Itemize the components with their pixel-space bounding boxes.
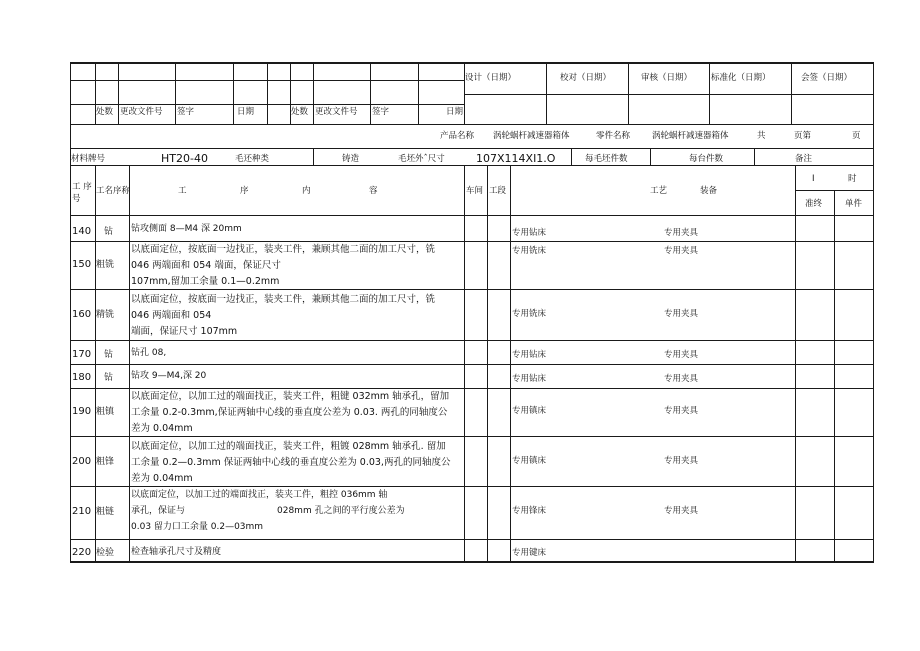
op-machine: 专用锋床 xyxy=(512,506,547,516)
op-content xyxy=(131,439,450,487)
op-machine: 专用钻床 xyxy=(512,374,547,384)
op-name-header: 工名序称 xyxy=(96,186,131,196)
rev-col xyxy=(709,62,710,124)
op-machine: 专用铣床 xyxy=(512,246,547,256)
rule-row-160 xyxy=(70,340,874,341)
blank-type-value: 铸造 xyxy=(342,154,360,164)
rule-right xyxy=(873,62,874,562)
col-section xyxy=(487,165,488,561)
rev-col xyxy=(118,62,119,124)
mat-col xyxy=(650,148,651,165)
op-fixture: 专用夹具 xyxy=(664,246,699,256)
content-line: 107mm,留加工余量 0.1—0.2mm xyxy=(131,276,280,287)
equipment-header-1: 工艺 xyxy=(650,186,668,196)
blank-size-value: 107X114XI1.O xyxy=(476,152,556,165)
col-op-name xyxy=(95,165,96,561)
blank-size-label: 毛坯外ˆ尺寸 xyxy=(398,154,445,164)
rev-col xyxy=(233,62,234,124)
content-line: 以底面定位，按底面一边找正，装夹工件，兼顾其他二面的加工尺寸，铣 xyxy=(131,244,436,255)
header-countersign: 会签（日期） xyxy=(801,73,853,83)
content-line: 工余量 0.2—0.3mm 保证两轴中心线的垂直度公差为 0.03,两孔的同轴度公 xyxy=(131,457,451,468)
rev-right-docno: 更改文件号 xyxy=(315,107,358,117)
mat-col xyxy=(571,148,572,165)
content-line: 046 两端面和 054 端面，保证尺寸 xyxy=(131,260,281,271)
rev-col xyxy=(370,62,371,124)
op-content: 检查轴承孔尺寸及精度 xyxy=(131,547,222,557)
per-blank-label: 每毛坯件数 xyxy=(585,154,628,164)
time-header-i: I xyxy=(812,174,815,184)
content-line: 差为 0.04mm xyxy=(131,423,193,434)
content-line: 承孔，保证与 xyxy=(131,506,186,516)
rule-row-210 xyxy=(70,539,874,540)
content-line: 0.03 留力口工余量 0.2—03mm xyxy=(131,522,264,532)
op-machine: 专用镇床 xyxy=(512,456,547,466)
content-line: 046 两端面和 054 xyxy=(131,310,212,321)
op-machine: 专用铣床 xyxy=(512,309,547,319)
rev-col xyxy=(267,62,268,124)
content-line: 以底面定位，按底面一边找正，装夹工件，兼顾其他二面的加工尺寸，铣 xyxy=(131,294,436,305)
rev-right-sign: 签字 xyxy=(372,107,390,117)
header-check: 校对（日期） xyxy=(560,73,612,83)
header-standard: 标准化（日期） xyxy=(711,73,771,83)
op-name: 钻 xyxy=(104,350,114,360)
op-content xyxy=(131,242,435,290)
equipment-header-2: 装备 xyxy=(700,186,718,196)
section-header: 工段 xyxy=(489,186,507,196)
op-name: 钻 xyxy=(104,227,114,237)
op-content xyxy=(131,389,449,437)
op-no: 180 xyxy=(72,372,92,383)
op-no: 220 xyxy=(72,547,92,558)
op-no: 210 xyxy=(72,506,92,517)
op-machine: 专用镇床 xyxy=(512,406,547,416)
op-content xyxy=(131,292,435,340)
col-time xyxy=(795,165,796,561)
op-name: 粗锋 xyxy=(96,457,115,467)
material-value: HT20-40 xyxy=(161,152,208,165)
rev-col xyxy=(546,62,547,124)
blank-type-label: 毛还种类 xyxy=(235,154,270,164)
unit-time-header: 单件 xyxy=(845,199,863,209)
col-equipment xyxy=(510,165,511,561)
content-line: 端面，保证尺寸 107mm xyxy=(131,326,238,337)
col-unit xyxy=(834,190,835,561)
rev-left-sign: 签字 xyxy=(177,107,195,117)
op-fixture: 专用夹具 xyxy=(664,506,699,516)
op-no: 160 xyxy=(72,309,92,320)
content-header-2: 序 xyxy=(240,186,249,196)
op-no-header-1: 工 序 xyxy=(72,182,92,192)
content-line: 以底面定位，以加工过的端面找正，装夹工件，粗键 032mm 轴承孔，留加 xyxy=(131,391,450,402)
op-machine: 专用钻床 xyxy=(512,350,547,360)
col-workshop xyxy=(464,165,465,561)
rule-header-row xyxy=(464,94,874,95)
part-name-value: 涡轮蜗杆减速器箱体 xyxy=(652,131,729,141)
content-line: 028mm 孔之间的平行度公差为 xyxy=(277,506,405,516)
time-header: 时 xyxy=(848,174,857,184)
rev-col xyxy=(313,62,314,124)
content-header-4: 容 xyxy=(369,186,378,196)
rule-top xyxy=(70,62,874,64)
content-line: 以底面定位，以加工过的端面找正，装夹工件，粗镀 028mm 轴承孔. 留加 xyxy=(131,441,446,452)
mat-col xyxy=(754,148,755,165)
content-header-1: 工 xyxy=(178,186,187,196)
op-machine: 专用键床 xyxy=(512,548,547,558)
product-name-label: 产品名称 xyxy=(440,131,475,141)
op-name: 粗镇 xyxy=(96,407,115,417)
header-design: 设计（日期） xyxy=(465,73,517,83)
rev-col xyxy=(418,62,419,124)
op-name: 钻 xyxy=(104,373,114,383)
op-fixture: 专用夹具 xyxy=(664,374,699,384)
op-content: 钻攻侧面 8—M4 深 20mm xyxy=(131,224,242,234)
rule-revision-bottom xyxy=(70,124,874,125)
op-fixture: 专用夹具 xyxy=(664,350,699,360)
op-content: 钻孔 08, xyxy=(131,348,167,358)
op-no: 150 xyxy=(72,259,92,270)
op-fixture: 专用夹具 xyxy=(664,228,699,238)
col-content xyxy=(129,165,130,561)
op-no-header-2: 号 xyxy=(72,194,81,204)
rev-right-count: 处数 xyxy=(291,107,309,117)
op-fixture: 专用夹具 xyxy=(664,309,699,319)
page-no-label: 页第 xyxy=(794,131,812,141)
op-no: 170 xyxy=(72,349,92,360)
product-name-value: 涡轮蜗杆减速器箱体 xyxy=(493,131,570,141)
content-header-3: 内 xyxy=(302,186,311,196)
op-machine: 专用钻床 xyxy=(512,228,547,238)
header-review: 审核（日期） xyxy=(641,73,693,83)
op-name: 粗铣 xyxy=(96,260,115,270)
rev-col xyxy=(628,62,629,124)
op-no: 190 xyxy=(72,406,92,417)
op-name: 粗链 xyxy=(96,507,115,517)
rule-left xyxy=(70,62,71,562)
content-line: 以底面定位，以加工过的端面找正，装夹工件，粗控 036mm 轴 xyxy=(131,490,388,500)
rev-right-date: 日期 xyxy=(446,107,464,117)
rule-header-bottom xyxy=(70,215,874,216)
op-fixture: 专用夹具 xyxy=(664,456,699,466)
material-label: 材料牌号 xyxy=(71,154,106,164)
rev-col xyxy=(464,62,465,124)
total-pages-label: 共 xyxy=(757,131,766,141)
rule-bottom xyxy=(70,561,874,563)
rev-left-count: 处数 xyxy=(96,107,114,117)
remark-label: 备注 xyxy=(795,154,813,164)
mat-col xyxy=(313,148,314,165)
rule-material-bottom xyxy=(70,165,874,166)
op-name: 检验 xyxy=(96,548,115,558)
rule-row-170 xyxy=(70,364,874,365)
op-content: 钻攻 9—M4,深 20 xyxy=(131,371,207,381)
op-no: 140 xyxy=(72,226,92,237)
content-line: 差为 0.04mm xyxy=(131,473,193,484)
part-name-label: 零件名称 xyxy=(596,131,631,141)
op-fixture: 专用夹具 xyxy=(664,406,699,416)
rev-left-docno: 更改文件号 xyxy=(120,107,163,117)
content-line: 工余量 0.2-0.3mm,保证两轴中心线的垂直度公差为 0.03. 两孔的同轴度公 xyxy=(131,407,448,418)
prep-final-header: 准终 xyxy=(805,199,823,209)
op-name: 精铣 xyxy=(96,310,115,320)
rev-left-date: 日期 xyxy=(237,107,255,117)
rev-col xyxy=(175,62,176,124)
workshop-header: 车间 xyxy=(466,186,484,196)
rev-col xyxy=(791,62,792,124)
page-suffix: 页 xyxy=(852,131,861,141)
per-unit-label: 每台件数 xyxy=(689,154,724,164)
op-no: 200 xyxy=(72,456,92,467)
